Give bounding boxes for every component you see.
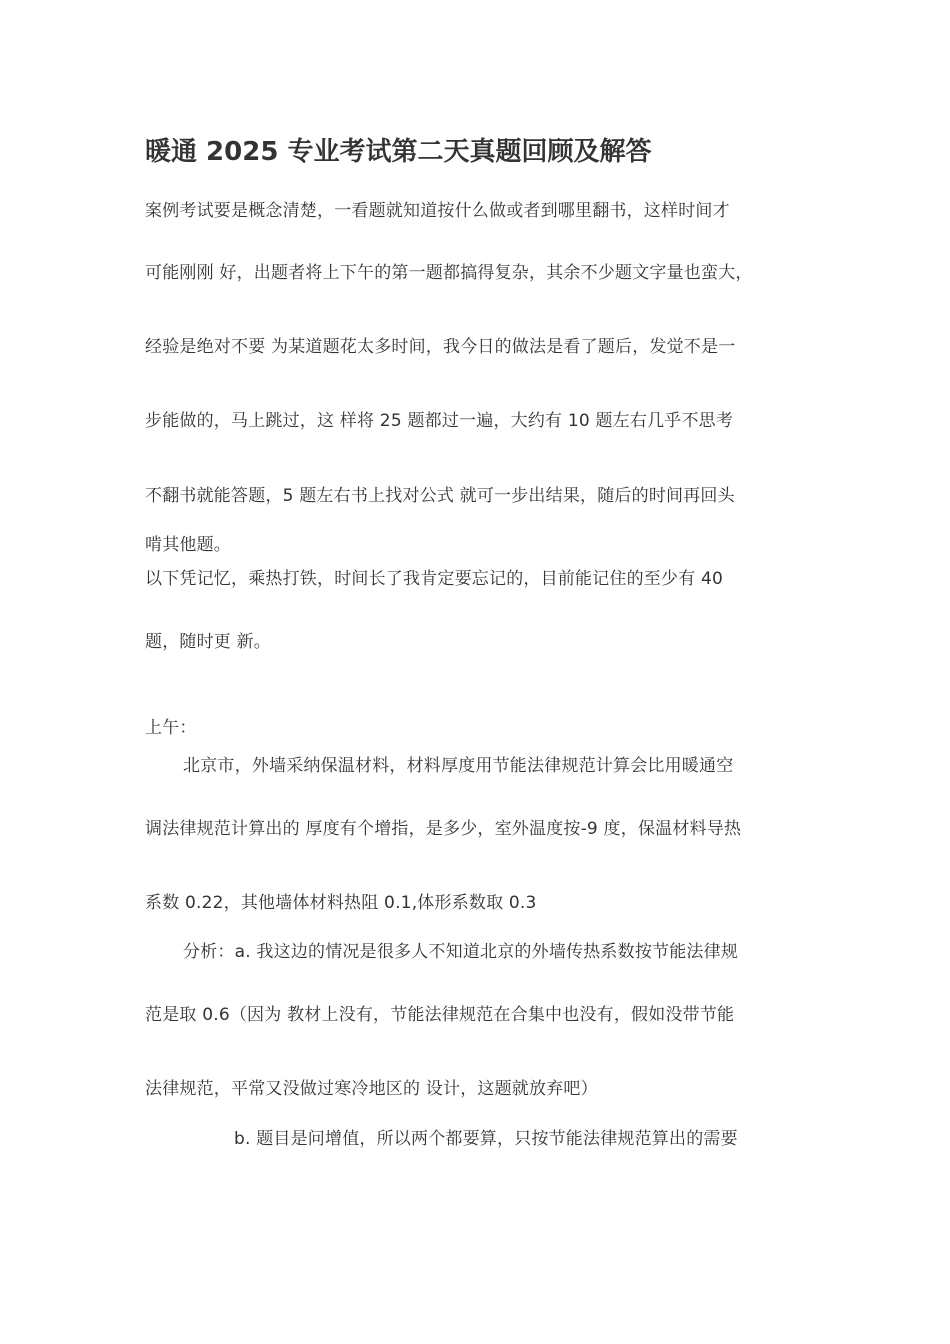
intro-line-6: 啃其他题。	[145, 535, 231, 555]
analysis-line-1: 分析：a. 我这边的情况是很多人不知道北京的外墙传热系数按节能法律规	[183, 942, 739, 962]
intro-line-2: 可能刚刚 好，出题者将上下午的第一题都搞得复杂，其余不少题文字量也蛮大，	[145, 263, 753, 283]
analysis-line-3: 法律规范，平常又没做过寒冷地区的 设计，这题就放弃吧）	[145, 1079, 598, 1099]
intro-line-4: 步能做的，马上跳过，这 样将 25 题都过一遍，大约有 10 题左右几乎不思考	[145, 411, 734, 431]
memory-line-1: 以下凭记忆，乘热打铁，时间长了我肯定要忘记的，目前能记住的至少有 40	[145, 569, 724, 589]
intro-line-1: 案例考试要是概念清楚，一看题就知道按什么做或者到哪里翻书，这样时间才	[145, 201, 730, 221]
intro-line-5: 不翻书就能答题，5 题左右书上找对公式 就可一步出结果，随后的时间再回头	[145, 486, 735, 506]
section-label-morning: 上午：	[145, 718, 197, 738]
memory-line-2: 题，随时更 新。	[145, 632, 272, 652]
question-line-1: 北京市，外墙采纳保温材料，材料厚度用节能法律规范计算会比用暖通空	[183, 756, 734, 776]
intro-line-3: 经验是绝对不要 为某道题花太多时间，我今日的做法是看了题后，发觉不是一	[145, 337, 736, 357]
document-title: 暖通 2025 专业考试第二天真题回顾及解答	[145, 137, 652, 167]
question-line-2: 调法律规范计算出的 厚度有个增指，是多少，室外温度按-9 度，保温材料导热	[145, 819, 742, 839]
analysis-line-2: 范是取 0.6（因为 教材上没有，节能法律规范在合集中也没有，假如没带节能	[145, 1005, 735, 1025]
analysis-b-line: b. 题目是问增值，所以两个都要算，只按节能法律规范算出的需要	[234, 1129, 738, 1149]
question-line-3: 系数 0.22，其他墙体材料热阻 0.1,体形系数取 0.3	[145, 893, 537, 913]
